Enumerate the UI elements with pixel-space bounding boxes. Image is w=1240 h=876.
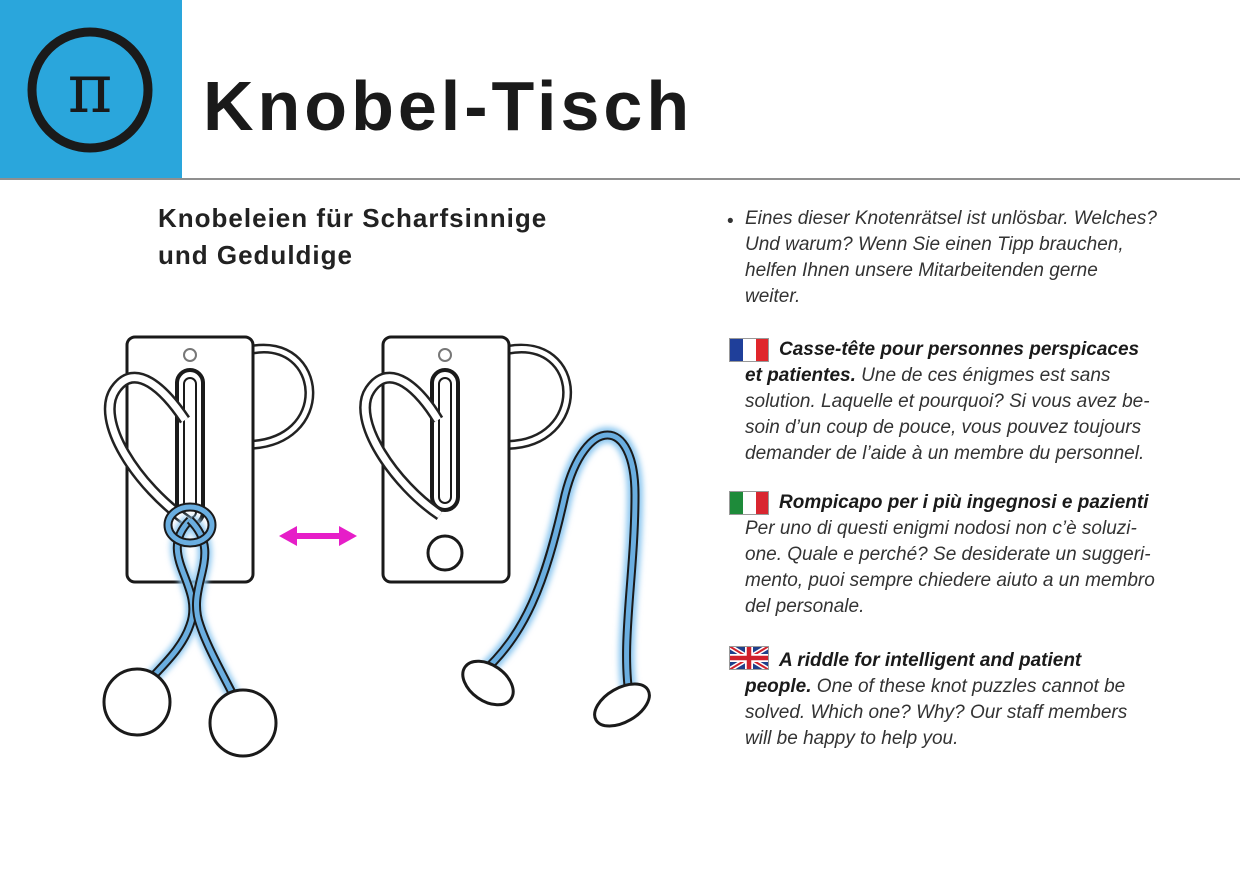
knot-puzzle-illustration bbox=[95, 325, 695, 775]
logo-symbol: π bbox=[67, 50, 113, 129]
it-line-4: del personale. bbox=[745, 596, 865, 617]
section-en bbox=[745, 648, 1215, 752]
de-line-3: helfen Ihnen unsere Mitarbeitenden gerne bbox=[745, 260, 1098, 281]
knot-puzzle-tangled-icon bbox=[104, 337, 309, 756]
pi-logo-icon bbox=[0, 0, 182, 180]
section-fr bbox=[745, 337, 1215, 467]
fr-heading-end: et patientes. bbox=[745, 365, 856, 386]
fr-line-4: demander de l’aide à un membre du personnel. bbox=[745, 443, 1145, 464]
it-line-2: one. Quale e perché? Se desiderate un suggeri- bbox=[745, 544, 1151, 565]
en-line-2: solved. Which one? Why? Our staff members bbox=[745, 702, 1128, 723]
section-de bbox=[745, 206, 1215, 310]
fr-line-1: Une de ces énigmes est sans bbox=[855, 365, 1111, 386]
subtitle bbox=[158, 200, 678, 274]
en-line-3: will be happy to help you. bbox=[745, 728, 959, 749]
double-arrow-icon bbox=[279, 526, 357, 546]
subtitle-line-1: Knobeleien für Scharfsinnige bbox=[158, 203, 548, 233]
de-line-2: Und warum? Wenn Sie einen Tipp brauchen, bbox=[745, 234, 1124, 255]
en-heading-end: people. bbox=[745, 676, 812, 697]
fr-heading: Casse-tête pour personnes perspicaces bbox=[779, 339, 1140, 360]
de-line-1: Eines dieser Knotenrätsel ist unlösbar. Welches? bbox=[745, 208, 1157, 229]
fr-line-3: soin d’un coup de pouce, vous pouvez toujours bbox=[745, 417, 1142, 438]
header-divider bbox=[0, 178, 1240, 180]
header bbox=[0, 0, 1240, 180]
logo bbox=[0, 0, 182, 180]
en-line-1: One of these knot puzzles cannot be bbox=[811, 676, 1126, 697]
page-title: Knobel-Tisch bbox=[203, 67, 694, 145]
subtitle-line-2: und Geduldige bbox=[158, 240, 353, 270]
section-it bbox=[745, 490, 1215, 620]
it-line-3: mento, puoi sempre chiedere aiuto a un membro bbox=[745, 570, 1155, 591]
de-line-4: weiter. bbox=[745, 286, 801, 307]
it-heading: Rompicapo per i più ingegnosi e pazienti bbox=[779, 492, 1149, 513]
fr-line-2: solution. Laquelle et pourquoi? Si vous avez be- bbox=[745, 391, 1150, 412]
bullet: • bbox=[727, 211, 734, 232]
en-heading: A riddle for intelligent and patient bbox=[779, 650, 1082, 671]
knot-puzzle-solved-icon bbox=[365, 337, 656, 735]
it-line-1: Per uno di questi enigmi nodosi non c’è soluzi- bbox=[745, 518, 1137, 539]
